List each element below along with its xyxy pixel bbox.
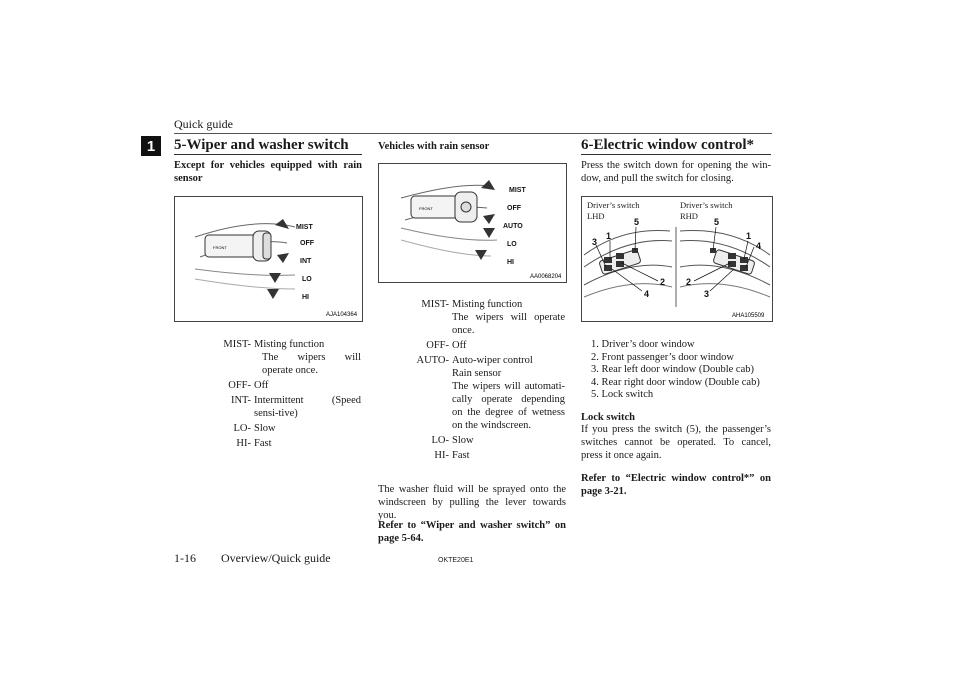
def-row [387, 449, 565, 462]
washer-paragraph: The washer fluid will be sprayed onto the windscreen by pulling the lever towards you. [378, 484, 566, 521]
callout-5: 5 [714, 217, 720, 227]
def-term: LO- [431, 435, 449, 446]
rain-sensor-subtitle: Vehicles with rain sensor [378, 141, 490, 152]
list-item: 1. Driver’s door window [591, 339, 695, 350]
callout-5: 5 [634, 217, 640, 227]
label-hi: HI [507, 259, 514, 266]
callout-4: 4 [644, 289, 650, 299]
def-desc: Off [254, 380, 269, 391]
def-term: LO- [233, 423, 251, 434]
list-item: 5. Lock switch [591, 389, 654, 400]
def-desc-detail: The wipers will operate once. [452, 312, 565, 336]
def-desc: Intermittent (Speed sensi-tive) [254, 395, 361, 419]
window-intro: Press the switch down for opening the win-dow, and pull the switch for closing. [581, 160, 771, 184]
svg-text:FRONT: FRONT [419, 206, 433, 211]
lock-switch-heading: Lock switch [581, 412, 635, 423]
def-desc: Off [452, 340, 467, 351]
list-item: 2. Front passenger’s door window [591, 351, 735, 363]
def-desc-detail: The wipers will automati-cally operate depending on the degree of wetness on the windscreen. [452, 381, 565, 431]
label-hi: HI [302, 294, 309, 301]
label-mist: MIST [509, 187, 526, 194]
def-row [387, 434, 565, 447]
label-auto: AUTO [503, 223, 523, 230]
def-row [189, 394, 361, 420]
window-switch-illustration [582, 197, 772, 321]
def-desc-detail: Rain sensor [452, 368, 502, 379]
rhd-caption-line2: RHD [680, 211, 698, 221]
def-row [189, 437, 361, 450]
def-row [189, 422, 361, 435]
section-subtitle: Except for vehicles equipped with rain sensor [174, 160, 362, 184]
rhd-caption-line1: Driver’s switch [680, 200, 733, 210]
callout-4: 4 [756, 241, 762, 251]
def-term: MIST- [421, 299, 449, 310]
def-desc: Auto-wiper control [452, 355, 533, 366]
list-item: 4. Rear right door window (Double cab) [591, 376, 760, 388]
wiper-modes-list [189, 338, 361, 450]
section-title-window: 6-Electric window control* [581, 137, 755, 153]
page-number: 1-16 [174, 551, 196, 565]
callout-1: 1 [746, 231, 752, 241]
list-item: 3. Rear left door window (Double cab) [591, 364, 754, 375]
def-term: INT- [230, 395, 251, 406]
section-title-wiper: 5-Wiper and washer switch [174, 137, 349, 153]
label-int: INT [300, 258, 312, 265]
def-desc: Fast [254, 438, 272, 449]
figure-code: AHA105509 [732, 313, 765, 319]
wiper-switch-figure [174, 196, 363, 322]
def-term: AUTO- [416, 355, 449, 366]
figure-code: AA0068204 [530, 274, 562, 280]
rain-sensor-figure [378, 163, 567, 283]
lock-switch-text: If you press the switch (5), the passenger’s switches cannot be operated. To cancel, press it once again. [581, 424, 771, 461]
def-desc: Fast [452, 450, 470, 461]
callout-2: 2 [660, 277, 666, 287]
label-lo: LO [302, 276, 312, 283]
callout-1: 1 [606, 231, 612, 241]
def-term: OFF- [426, 340, 449, 351]
callout-2: 2 [686, 277, 692, 287]
label-off: OFF [507, 205, 521, 212]
def-desc: Slow [254, 423, 276, 434]
def-desc: Misting function [452, 299, 523, 310]
header-rule [174, 133, 772, 134]
footer-section: Overview/Quick guide [221, 551, 331, 565]
chapter-tab: 1 [141, 136, 161, 156]
running-header: Quick guide [174, 117, 233, 131]
lhd-caption-line2: LHD [587, 211, 605, 221]
callout-3: 3 [704, 289, 710, 299]
def-row [189, 379, 361, 392]
def-desc: Misting function [254, 339, 325, 350]
def-desc-detail: The wipers will operate once. [262, 352, 361, 376]
callout-3: 3 [592, 237, 598, 247]
window-reference: Refer to “Electric window control*” on page 3-21. [581, 473, 771, 497]
def-term: HI- [236, 438, 251, 449]
def-row [387, 354, 565, 432]
label-lo: LO [507, 241, 517, 248]
def-row [189, 338, 361, 377]
section-rule [174, 154, 362, 155]
lhd-caption-line1: Driver’s switch [587, 200, 640, 210]
label-off: OFF [300, 240, 314, 247]
label-mist: MIST [296, 224, 313, 231]
def-row [387, 339, 565, 352]
def-row [387, 298, 565, 337]
def-term: OFF- [228, 380, 251, 391]
wiper-lever-illustration [175, 197, 362, 321]
window-switch-figure [581, 196, 773, 322]
svg-text:FRONT: FRONT [213, 245, 227, 250]
rain-sensor-lever-illustration [379, 164, 566, 282]
def-term: HI- [434, 450, 449, 461]
document-code: OKTE20E1 [438, 557, 474, 564]
wiper-reference: Refer to “Wiper and washer switch” on page 5-64. [378, 520, 566, 544]
rain-sensor-modes-list [387, 298, 565, 462]
def-term: MIST- [223, 339, 251, 350]
window-switch-legend [591, 339, 771, 402]
figure-code: AJA104364 [326, 312, 358, 318]
def-desc: Slow [452, 435, 474, 446]
section-rule [581, 154, 771, 155]
